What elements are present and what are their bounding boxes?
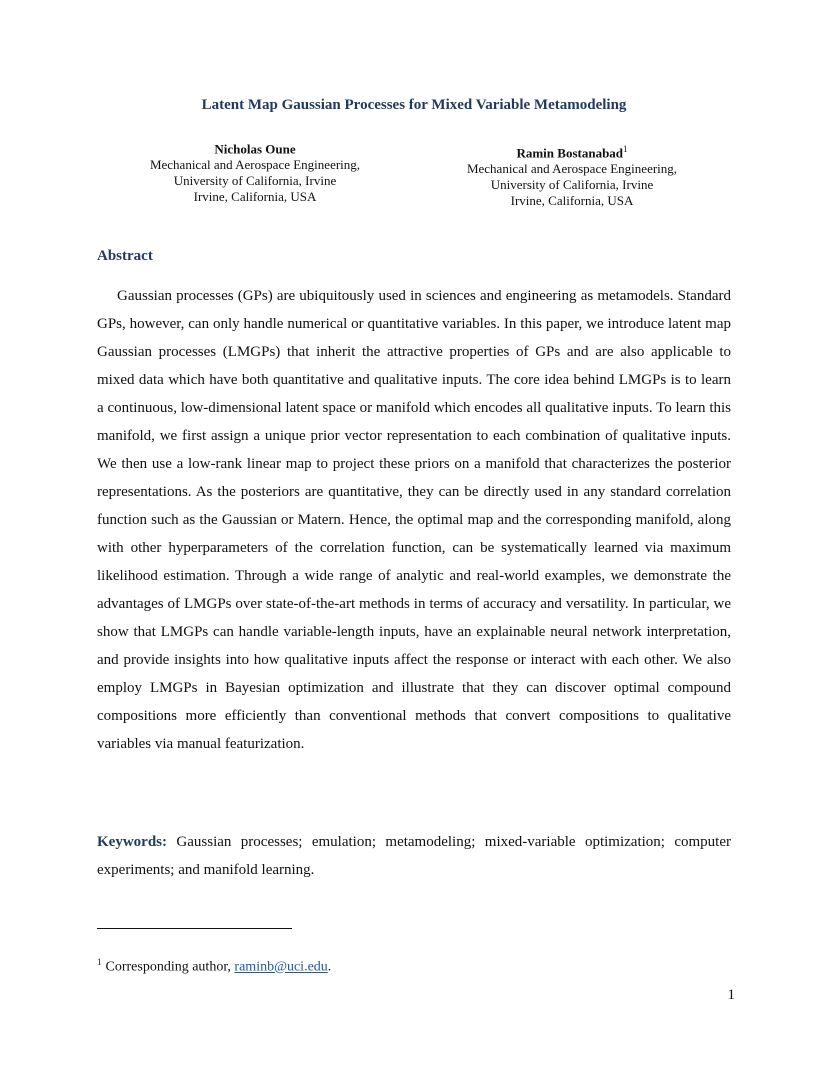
footnote-suffix: . (327, 959, 332, 975)
author-block-2 (452, 141, 692, 209)
author-affiliation-line: University of California, Irvine (173, 173, 337, 189)
footnote-marker: 1 (97, 957, 102, 967)
author-affiliation-line: Mechanical and Aerospace Engineering, (466, 161, 678, 177)
author-footnote-marker: 1 (623, 144, 628, 154)
footnote-divider (97, 928, 292, 929)
author-affiliation-line: Mechanical and Aerospace Engineering, (149, 157, 361, 173)
author-block-1 (140, 137, 370, 205)
author-name (140, 137, 370, 157)
keywords-text: Gaussian processes; emulation; metamodeling; mixed-variable optimization; computer experiments; and manifold learning. (97, 834, 731, 878)
abstract-heading: Abstract (97, 248, 153, 264)
keywords-paragraph (97, 828, 731, 884)
author-affiliation-line: Irvine, California, USA (510, 193, 634, 209)
page-number: 1 (727, 987, 735, 1003)
footnote-prefix: Corresponding author, (105, 959, 235, 975)
author-name-text: Ramin Bostanabad (516, 145, 624, 161)
author-name-text: Nicholas Oune (214, 141, 296, 157)
author-name (452, 141, 692, 161)
author-affiliation-line: University of California, Irvine (490, 177, 654, 193)
keywords-label: Keywords: (97, 834, 167, 850)
abstract-text: Gaussian processes (GPs) are ubiquitously used in sciences and engineering as metamodels. Standard GPs, however, can only handle numerical or quantitative variables. In this paper, we introduce latent map Gaussian processes (LMGPs) that inherit the attractive properties of GPs and are also applicable to mixed data which have both quantitative and qualitative inputs. The core idea behind LMGPs is to learn a continuous, low-dimensional latent space or manifold which encodes all qualitative inputs. To learn this manifold, we first assign a unique prior vector representation to each combination of qualitative inputs. We then use a low-rank linear map to project these priors on a manifold that characterizes the posterior representations. As the posteriors are quantitative, they can be directly used in any standard correlation function such as the Gaussian or Matern. Hence, the optimal map and the corresponding manifold, along with other hyperparameters of the correlation function, can be systematically learned via maximum likelihood estimation. Through a wide range of analytic and real-world examples, we demonstrate the advantages of LMGPs over state-of-the-art methods in terms of accuracy and versatility. In particular, we show that LMGPs can handle variable-length inputs, have an explainable neural network interpretation, and provide insights into how qualitative inputs affect the response or interact with each other. We also employ LMGPs in Bayesian optimization and illustrate that they can discover optimal compound compositions more efficiently than conventional methods that convert compositions to qualitative variables via manual featurization. (97, 288, 731, 752)
footnote (97, 957, 331, 976)
author-affiliation-line: Irvine, California, USA (193, 189, 317, 205)
email-link[interactable]: raminb@uci.edu (234, 959, 328, 975)
paper-title: Latent Map Gaussian Processes for Mixed Variable Metamodeling (201, 97, 627, 113)
